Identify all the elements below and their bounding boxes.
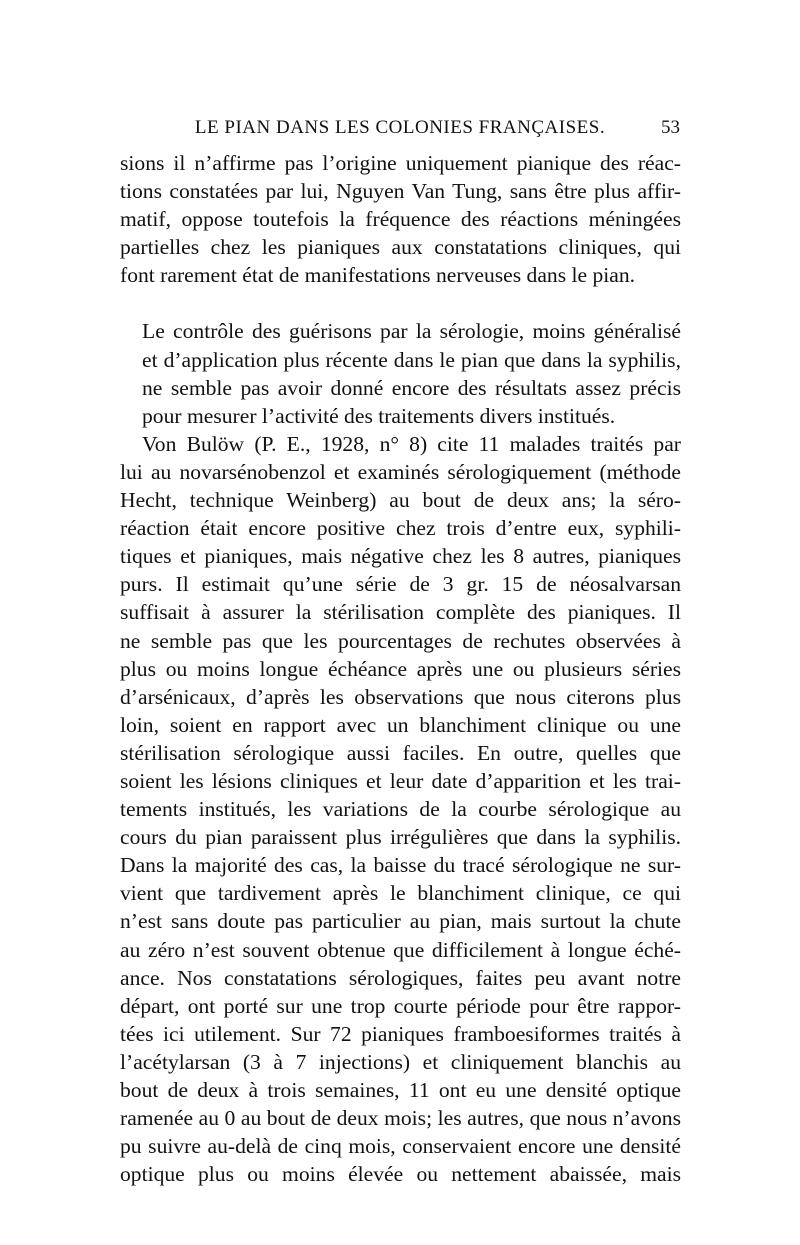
text-line: Le contrôle des guérisons par la sérologie, moins généralisé bbox=[142, 319, 681, 344]
running-head bbox=[120, 117, 680, 141]
text-line: vient que tardivement après le blanchiment clinique, ce qui bbox=[120, 881, 681, 906]
text-line: et d’application plus récente dans le pian que dans la syphilis, bbox=[142, 347, 681, 372]
text-line: ance. Nos constatations sérologiques, faites peu avant notre bbox=[120, 965, 681, 990]
text-line: tions constatées par lui, Nguyen Van Tung, sans être plus affir- bbox=[120, 179, 681, 204]
text-line: ne semble pas avoir donné encore des résultats assez précis bbox=[142, 375, 681, 400]
text-line: tiques et pianiques, mais négative chez les 8 autres, pianiques bbox=[120, 544, 681, 569]
text-line: réaction était encore positive chez trois d’entre eux, syphili- bbox=[120, 516, 681, 541]
text-line: lui au novarsénobenzol et examinés sérologiquement (méthode bbox=[120, 459, 681, 484]
text-line: stérilisation sérologique aussi faciles. En outre, quelles que bbox=[120, 740, 681, 765]
text-line: soient les lésions cliniques et leur date d’apparition et les trai- bbox=[120, 768, 681, 793]
text-line: ramenée au 0 au bout de deux mois; les autres, que nous n’avons bbox=[120, 1106, 681, 1131]
text-line: bout de deux à trois semaines, 11 ont eu une densité optique bbox=[120, 1078, 681, 1102]
paragraph-gap bbox=[120, 289, 681, 317]
text-line: plus ou moins longue échéance après une ou plusieurs séries bbox=[120, 656, 681, 681]
running-title: LE PIAN DANS LES COLONIES FRANÇAISES. bbox=[194, 117, 606, 138]
text-line: sions il n’affirme pas l’origine uniquement pianique des réac- bbox=[120, 151, 681, 175]
text-line: tements institués, les variations de la courbe sérologique au bbox=[120, 797, 681, 822]
text-line: partielles chez les pianiques aux constatations cliniques, qui bbox=[120, 235, 681, 260]
paragraph-2 bbox=[120, 317, 681, 429]
text-line: pu suivre au-delà de cinq mois, conservaient encore une densité bbox=[120, 1134, 681, 1159]
text-line: optique plus ou moins élevée ou nettement abaissée, mais bbox=[120, 1162, 681, 1187]
text-line: pour mesurer l’activité des traitements divers institués. bbox=[142, 403, 616, 428]
text-line: d’arsénicaux, d’après les observations que nous citerons plus bbox=[120, 684, 681, 709]
text-line: Von Bulöw (P. E., 1928, n° 8) cite 11 malades traités par bbox=[142, 431, 681, 456]
text-line: Dans la majorité des cas, la baisse du tracé sérologique ne sur- bbox=[120, 853, 681, 878]
text-line: cours du pian paraissent plus irrégulières que dans la syphilis. bbox=[120, 825, 681, 850]
text-line: font rarement état de manifestations nerveuses dans le pian. bbox=[120, 263, 636, 288]
text-line: au zéro n’est souvent obtenue que difficilement à longue éché- bbox=[120, 937, 681, 962]
text-line: départ, ont porté sur une trop courte période pour être rappor- bbox=[120, 993, 681, 1018]
paragraph-1 bbox=[120, 149, 681, 289]
text-line: ne semble pas que les pourcentages de rechutes observées à bbox=[120, 628, 681, 653]
paragraph-3 bbox=[120, 430, 681, 1189]
body-text bbox=[120, 149, 681, 1188]
text-line: matif, oppose toutefois la fréquence des réactions méningées bbox=[120, 207, 681, 232]
page-number: 53 bbox=[661, 117, 680, 138]
text-line: purs. Il estimait qu’une série de 3 gr. 15 de néosalvarsan bbox=[120, 572, 681, 597]
text-line: suffisait à assurer la stérilisation complète des pianiques. Il bbox=[120, 600, 681, 625]
text-line: l’acétylarsan (3 à 7 injections) et cliniquement blanchis au bbox=[120, 1049, 681, 1074]
text-line: Hecht, technique Weinberg) au bout de deux ans; la séro- bbox=[120, 488, 681, 513]
text-line: tées ici utilement. Sur 72 pianiques framboesiformes traités à bbox=[120, 1021, 681, 1046]
text-line: loin, soient en rapport avec un blanchiment clinique ou une bbox=[120, 712, 681, 737]
text-line: n’est sans doute pas particulier au pian, mais surtout la chute bbox=[120, 909, 681, 934]
